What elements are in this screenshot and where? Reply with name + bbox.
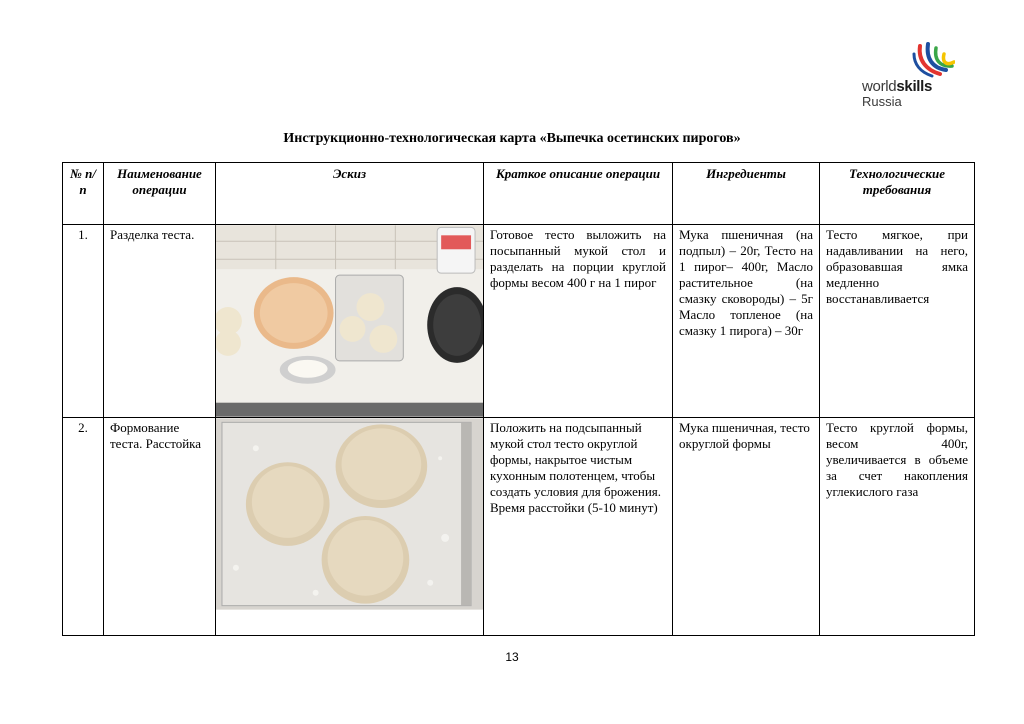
row-description: Готовое тесто выложить на посыпанный мукой стол и разделать на порции круглой формы весом 400 г на 1 пирог (484, 225, 673, 418)
header-requirements: Технологические требования (820, 163, 975, 225)
table-row (63, 225, 975, 418)
page-number: 13 (505, 650, 519, 664)
logo-text-world: world (862, 78, 897, 95)
tech-card-table (62, 162, 975, 636)
header-ingredients: Ингредиенты (673, 163, 820, 225)
header-sketch: Эскиз (216, 163, 484, 225)
header-operation-name: Наименование операции (104, 163, 216, 225)
row-requirements: Тесто мягкое, при надавливании на него, образовавшая ямка медленно восстанавливается (820, 225, 975, 418)
row-operation-name: Формование теста. Расстойка (104, 418, 216, 636)
row-num: 1. (63, 225, 104, 418)
row-sketch (216, 225, 484, 418)
table-row (63, 418, 975, 636)
worldskills-swirl-icon (860, 40, 955, 80)
row-description: Положить на подсыпанный мукой стол тесто округлой формы, накрытое чистым кухонным полотенцем, чтобы создать условия для брожения. Время расстойки (5-10 минут) (484, 418, 673, 636)
header-num: № п/п (63, 163, 104, 225)
logo-text-country: Russia (862, 94, 902, 109)
row-num: 2. (63, 418, 104, 636)
dough-cutting-photo (216, 225, 483, 417)
row-ingredients: Мука пшеничная (на подпыл) – 20г, Тесто на 1 пирог– 400г, Масло растительное (на смазку сковороды) – 5г Масло топленое (на смазку 1 пирога) – 30г (673, 225, 820, 418)
row-ingredients: Мука пшеничная, тесто округлой формы (673, 418, 820, 636)
row-requirements: Тесто круглой формы, весом 400г, увеличивается в объеме за счет накопления углекислого газа (820, 418, 975, 636)
table-header-row (63, 163, 975, 225)
row-operation-name: Разделка теста. (104, 225, 216, 418)
header-description: Краткое описание операции (484, 163, 673, 225)
document-title: Инструкционно-технологическая карта «Выпечка осетинских пирогов» (283, 131, 741, 146)
row-sketch (216, 418, 484, 636)
dough-proofing-photo (216, 418, 483, 610)
worldskills-logo (860, 40, 955, 112)
logo-text-skills: skills (896, 78, 933, 95)
